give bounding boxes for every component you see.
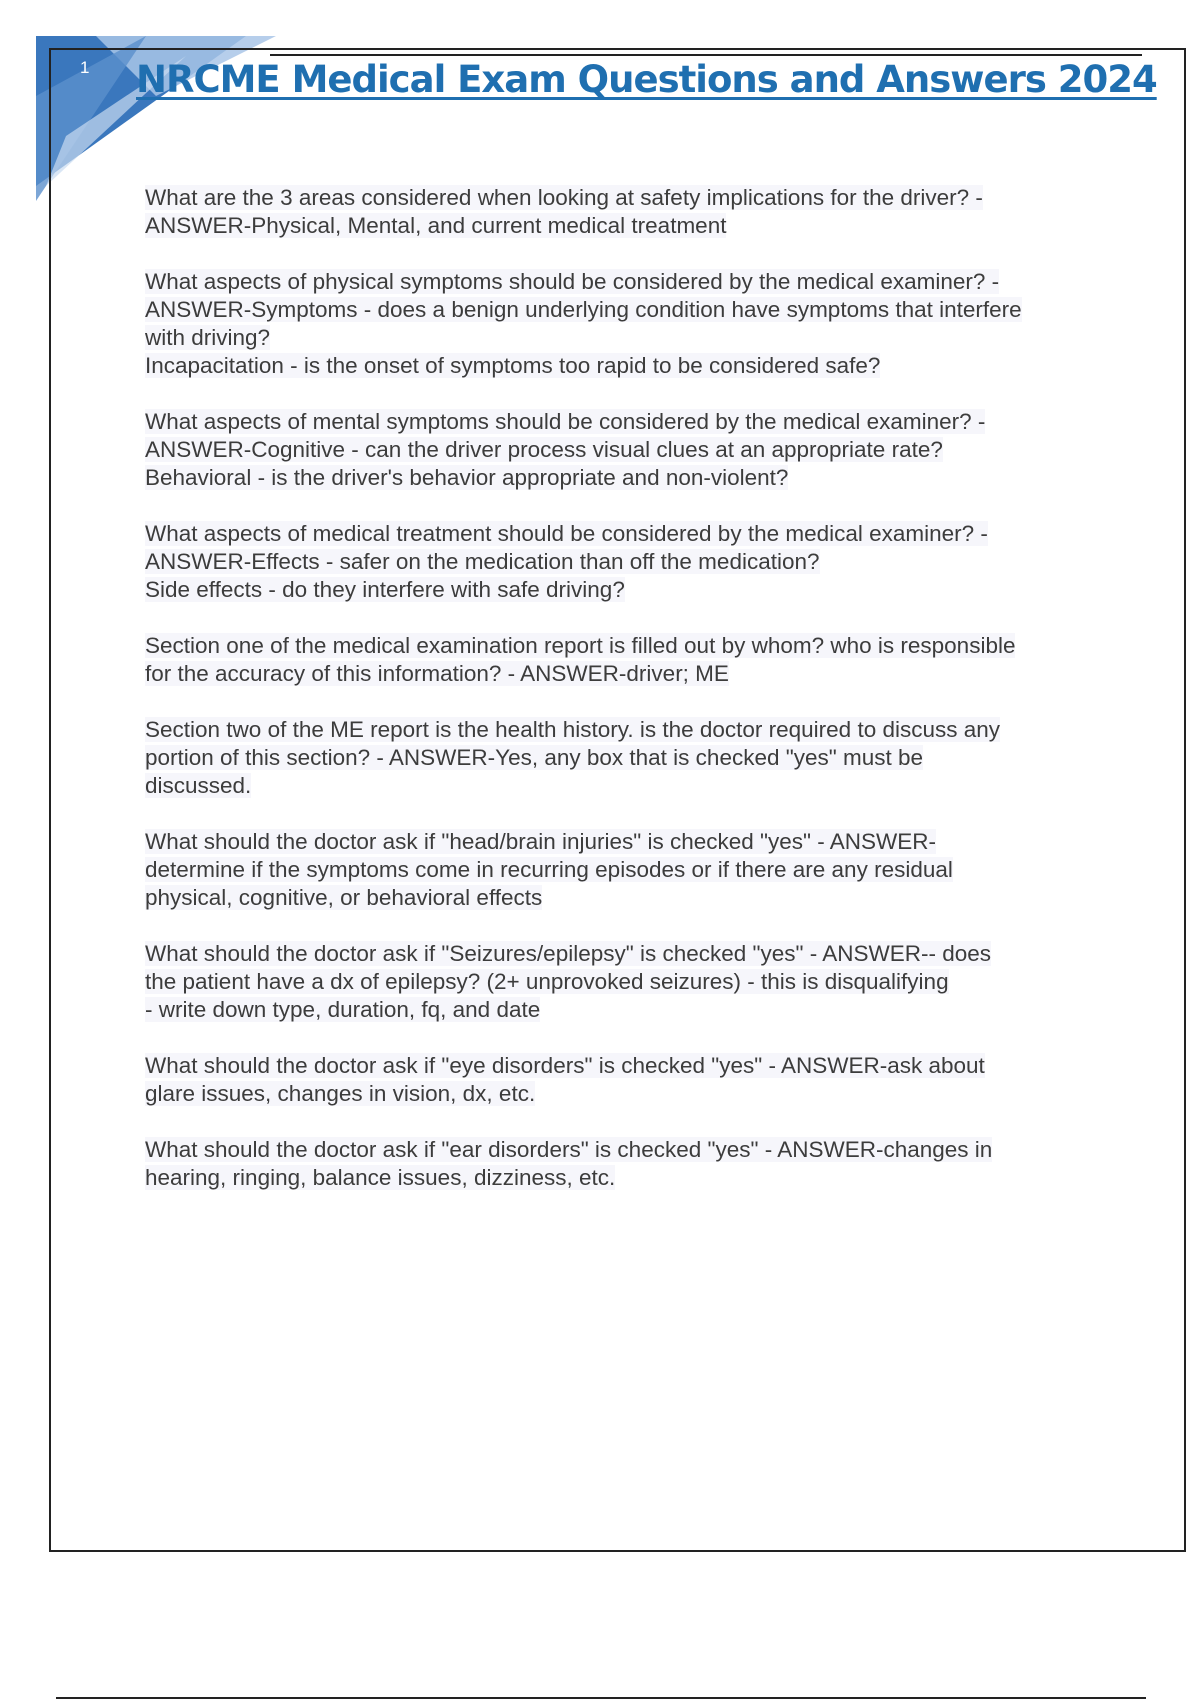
qa-text: What aspects of medical treatment should be considered by the medical examiner? - ANSWER-Effects - safer on the medication than off the medication? Side effects - do they interfere with safe driving? <box>145 521 988 602</box>
qa-list <box>145 184 1095 1220</box>
qa-item <box>145 632 1095 688</box>
qa-text: What should the doctor ask if "head/brain injuries" is checked "yes" - ANSWER- determine if the symptoms come in recurring episodes or if there are any residual physical, cognitive, or behavioral effects <box>145 829 953 910</box>
qa-item <box>145 268 1095 380</box>
qa-item <box>145 828 1095 912</box>
qa-text: What aspects of mental symptoms should be considered by the medical examiner? - ANSWER-Cognitive - can the driver process visual clues at an appropriate rate? Behavioral - is the driver's behavior appropriate and non-violent? <box>145 409 986 490</box>
qa-text: What should the doctor ask if "eye disorders" is checked "yes" - ANSWER-ask about glare issues, changes in vision, dx, etc. <box>145 1053 985 1106</box>
qa-text: Section two of the ME report is the health history. is the doctor required to discuss any portion of this section? - ANSWER-Yes, any box that is checked "yes" must be discussed. <box>145 717 1001 798</box>
page-number: 1 <box>80 58 90 77</box>
qa-text: What are the 3 areas considered when looking at safety implications for the driver? - ANSWER-Physical, Mental, and current medical treatment <box>145 185 983 238</box>
qa-item <box>145 940 1095 1024</box>
qa-item <box>145 520 1095 604</box>
footer-rule <box>56 1697 1146 1699</box>
qa-text: Section one of the medical examination report is filled out by whom? who is responsible for the accuracy of this information? - ANSWER-driver; ME <box>145 633 1016 686</box>
qa-text: What should the doctor ask if "Seizures/epilepsy" is checked "yes" - ANSWER-- does the patient have a dx of epilepsy? (2+ unprovoked seizures) - this is disqualifying - write down type, duration, fq, and date <box>145 941 992 1022</box>
qa-item <box>145 716 1095 800</box>
header-rule <box>270 54 1142 56</box>
document-title: NRCME Medical Exam Questions and Answers 2024 <box>136 58 1157 101</box>
qa-item <box>145 1052 1095 1108</box>
qa-item <box>145 1136 1095 1192</box>
qa-item <box>145 184 1095 240</box>
qa-text: What aspects of physical symptoms should be considered by the medical examiner? - ANSWER-Symptoms - does a benign underlying condition have symptoms that interfere with driving? Incapacitation - is the onset of symptoms too rapid to be considered safe? <box>145 269 1022 378</box>
qa-text: What should the doctor ask if "ear disorders" is checked "yes" - ANSWER-changes in hearing, ringing, balance issues, dizziness, etc. <box>145 1137 993 1190</box>
qa-item <box>145 408 1095 492</box>
